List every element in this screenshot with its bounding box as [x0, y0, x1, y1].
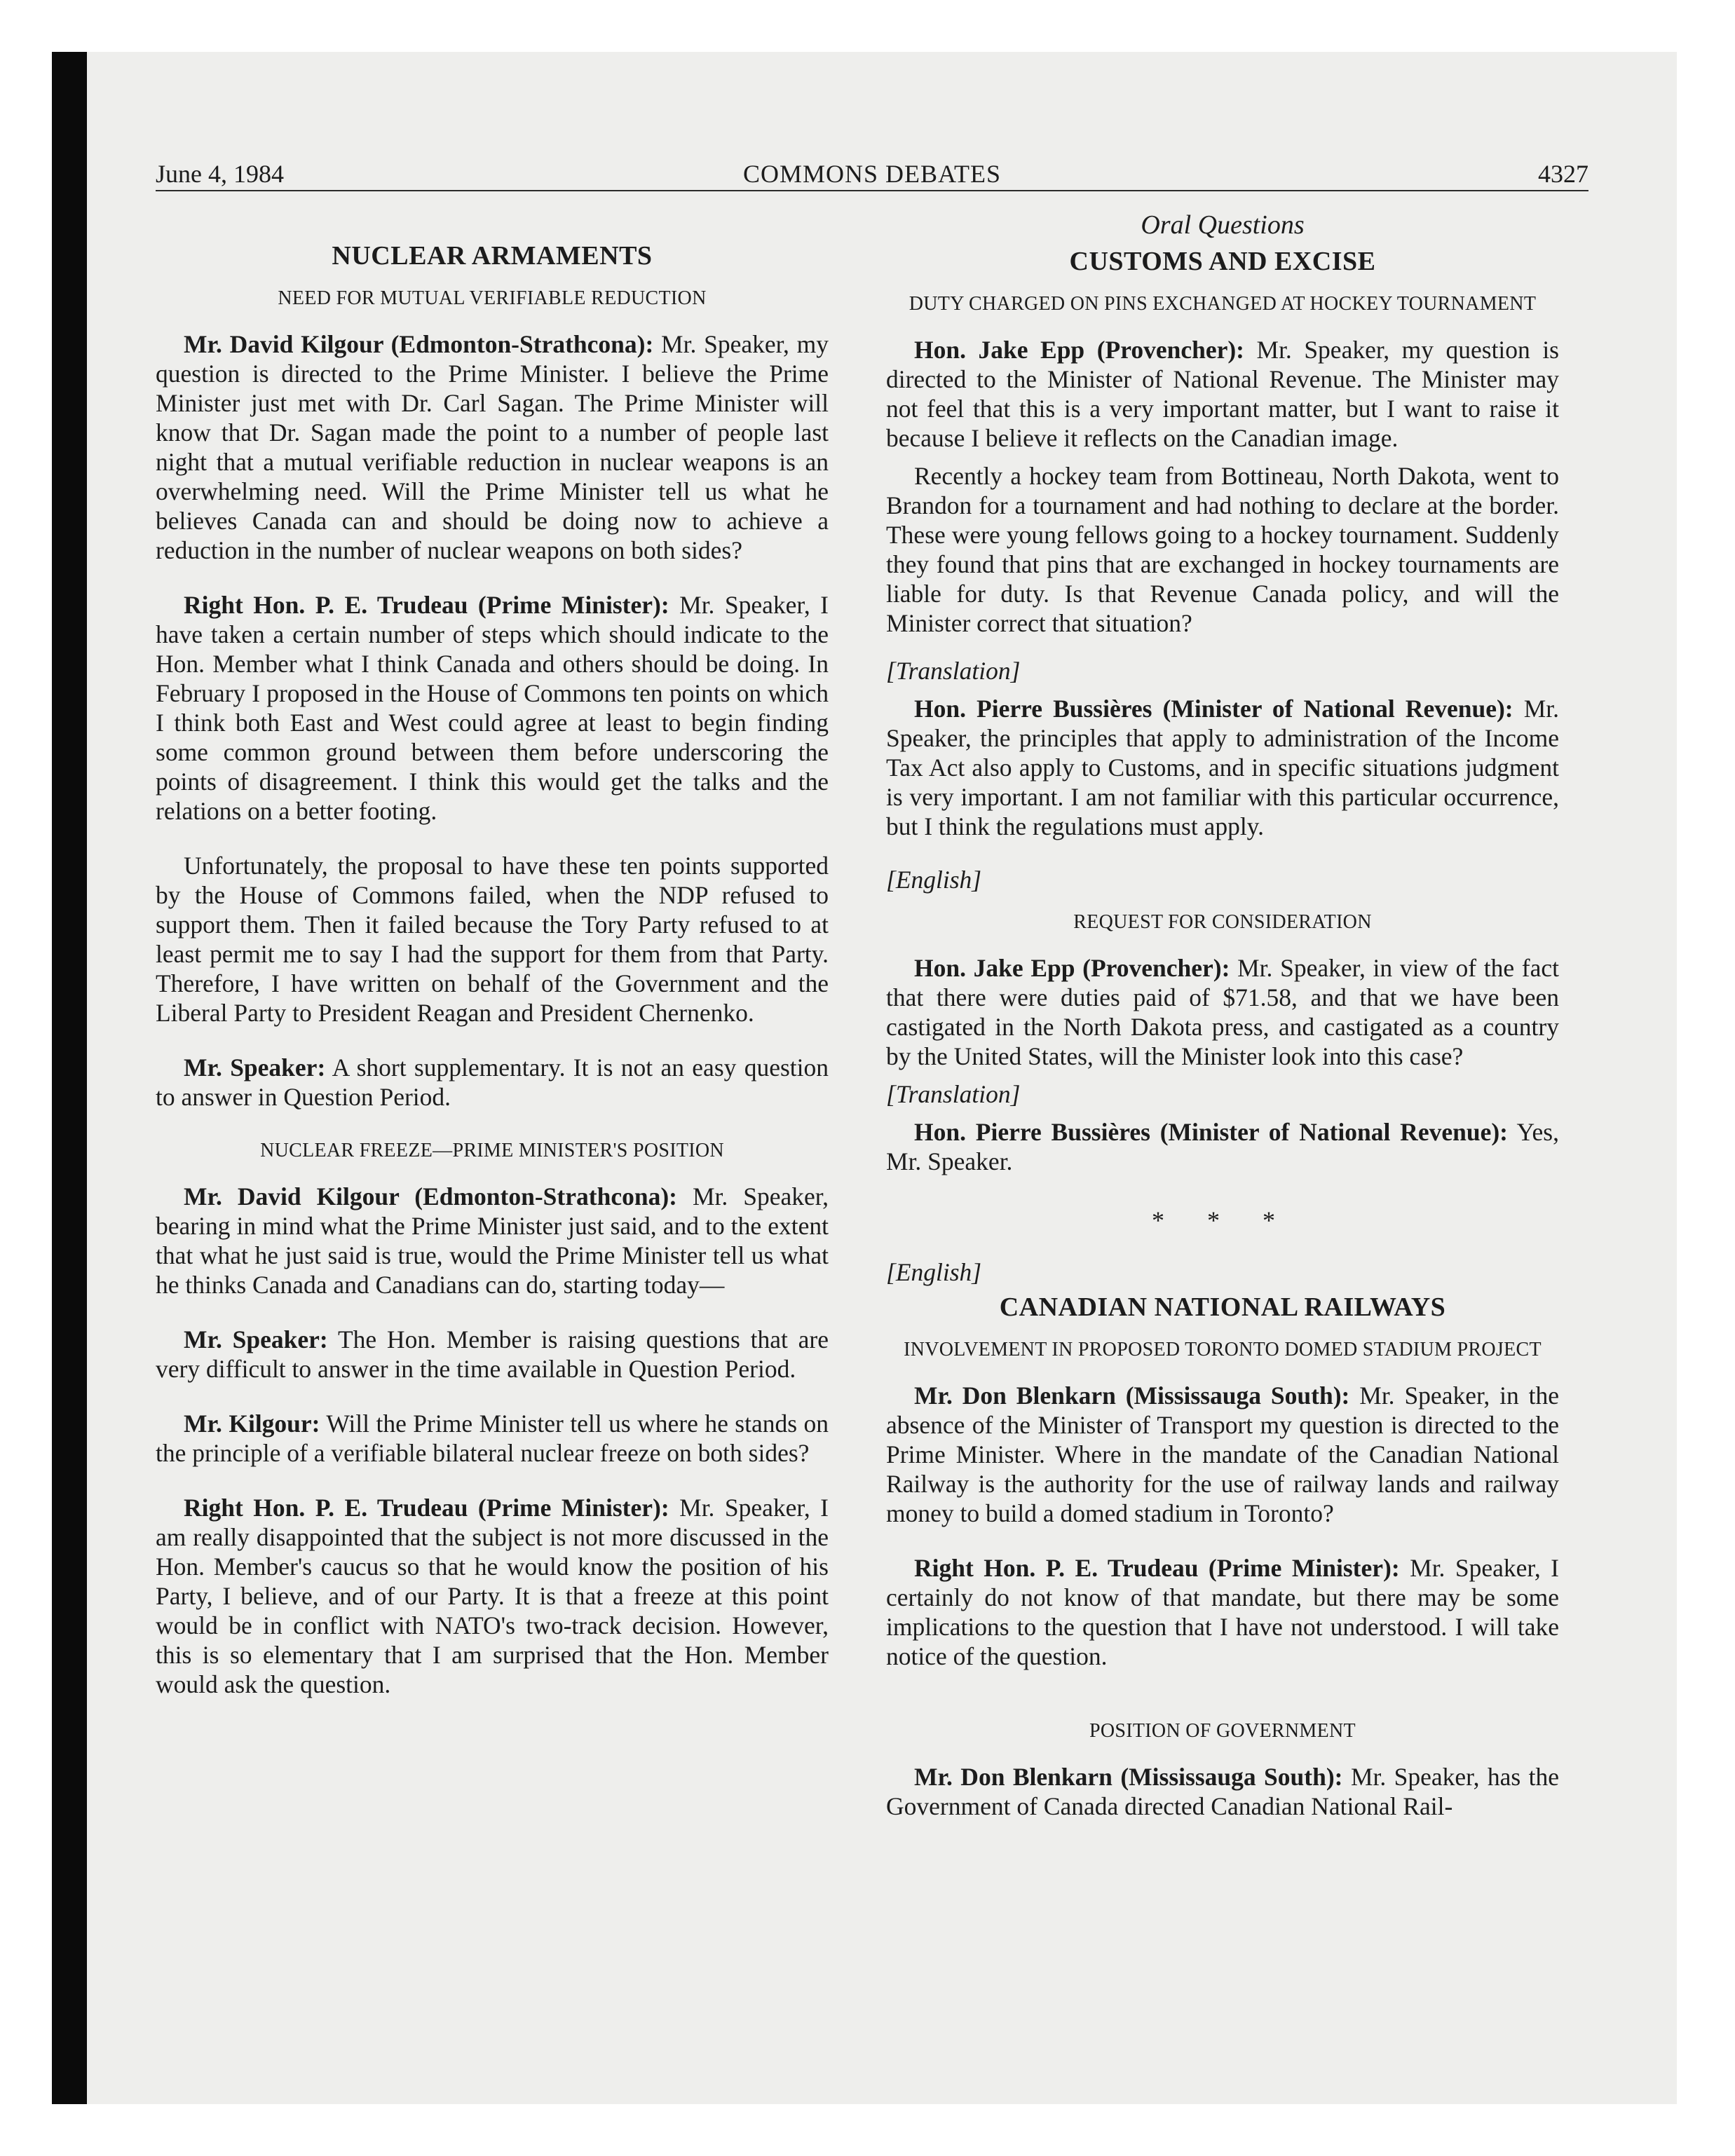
subheading-nuclear-freeze: NUCLEAR FREEZE—PRIME MINISTER'S POSITION [260, 1140, 724, 1161]
speech-paragraph [886, 335, 1559, 453]
speaker-name: Mr. Speaker: [184, 1053, 326, 1082]
speech-paragraph [156, 590, 829, 826]
speaker-name: Mr. David Kilgour (Edmonton-Strathcona): [184, 1182, 677, 1210]
section-title-customs-excise: CUSTOMS AND EXCISE [1069, 247, 1376, 276]
speaker-name: Mr. Kilgour: [184, 1410, 320, 1438]
speaker-name: Mr. David Kilgour (Edmonton-Strathcona): [184, 330, 654, 358]
speech-text: A short supplementary. It is not an easy question to answer in Question Period. [156, 1053, 829, 1111]
speech-text: Will the Prime Minister tell us where he stands on the principle of a verifiable bilateral nuclear freeze on both sides? [156, 1410, 829, 1467]
speech-paragraph [886, 694, 1559, 841]
speaker-name: Hon. Jake Epp (Provencher): [914, 954, 1230, 982]
speaker-name: Mr. Don Blenkarn (Mississauga South): [914, 1763, 1343, 1791]
speech-text: Recently a hockey team from Bottineau, North Dakota, went to Brandon for a tournament and had nothing to declare at the border. These were young fellows going to a hockey tournament. Suddenly they found that pins that are exchanged in hockey tournaments are liable for duty. Is that Revenue Canada policy, and will the Minister correct that situation? [886, 462, 1559, 637]
language-marker: [English] [886, 1258, 982, 1286]
speech-text: Mr. Speaker, I certainly do not know of that mandate, but there may be some implications to the question that I have not understood. I will take notice of the question. [886, 1554, 1559, 1670]
subheading-mutual-verifiable-reduction: NEED FOR MUTUAL VERIFIABLE REDUCTION [278, 287, 707, 309]
speech-text: Unfortunately, the proposal to have these ten points supported by the House of Commons failed, when the NDP refused to support them. Then it failed because the Tory Party refused to at least permit me to say I had the support for them from that Party. Therefore, I have written on behalf of the Government and the Liberal Party to President Reagan and President Chernenko. [156, 852, 829, 1027]
language-marker: [English] [886, 866, 982, 894]
subheading-domed-stadium: INVOLVEMENT IN PROPOSED TORONTO DOMED STADIUM PROJECT [904, 1339, 1542, 1360]
scan-edge-shadow [52, 52, 87, 2104]
speaker-name: Hon. Pierre Bussières (Minister of National Revenue): [914, 695, 1513, 723]
speech-paragraph [886, 1381, 1559, 1528]
speech-paragraph [886, 1762, 1559, 1821]
speech-text: Mr. Speaker, my question is directed to the Minister of National Revenue. The Minister may not feel that this is a very important matter, but I want to raise it because I believe it reflects on the Canadian image. [886, 336, 1559, 452]
speech-paragraph [156, 329, 829, 565]
speech-text: Mr. Speaker, in view of the fact that there were duties paid of $71.58, and that we have been castigated in the North Dakota press, and castigated as a country by the United States, will the Minister look into this case? [886, 954, 1559, 1070]
speaker-name: Hon. Pierre Bussières (Minister of National Revenue): [914, 1118, 1508, 1146]
speaker-name: Mr. Speaker: [184, 1325, 328, 1353]
section-separator: * * * [1152, 1206, 1293, 1234]
speaker-name: Right Hon. P. E. Trudeau (Prime Minister): [184, 1494, 669, 1522]
speech-text: Mr. Speaker, has the Government of Canada directed Canadian National Rail- [886, 1763, 1559, 1820]
page-date: June 4, 1984 [156, 160, 284, 188]
speech-paragraph [156, 851, 829, 1028]
speech-text: Mr. Speaker, in the absence of the Minister of Transport my question is directed to the Prime Minister. Where in the mandate of the Canadian National Railway is the authority for the use of railway lands and railway money to build a domed stadium in Toronto? [886, 1381, 1559, 1527]
speech-text: Mr. Speaker, I am really disappointed that the subject is not more discussed in the Hon. Member's caucus so that he would know the position of his Party, I believe, and of our Party. It is that a freeze at this point would be in conflict with NATO's two-track decision. However, this is so elementary that I am surprised that the Hon. Member would ask the question. [156, 1494, 829, 1698]
speech-paragraph [886, 1117, 1559, 1176]
speech-paragraph [156, 1325, 829, 1384]
speech-text: Mr. Speaker, my question is directed to the Prime Minister. I believe the Prime Minister just met with Dr. Carl Sagan. The Prime Minister will know that Dr. Sagan made the point to a number of people last night that a mutual verifiable reduction in nuclear weapons is an overwhelming need. Will the Prime Minister tell us what he believes Canada can and should be doing now to achieve a reduction in the number of nuclear weapons on both sides? [156, 330, 829, 564]
speech-text: Yes, Mr. Speaker. [886, 1118, 1559, 1175]
speech-text: The Hon. Member is raising questions that are very difficult to answer in the time available in Question Period. [156, 1325, 829, 1383]
publication-title: COMMONS DEBATES [742, 160, 1002, 188]
speech-paragraph [156, 1493, 829, 1699]
speech-paragraph [156, 1182, 829, 1299]
speech-text: Mr. Speaker, I have taken a certain number of steps which should indicate to the Hon. Member what I think Canada and others should be doing. In February I proposed in the House of Commons ten points on which I think both East and West could agree at least to begin finding some common ground between them before underscoring the points of disagreement. I think this would get the talks and the relations on a better footing. [156, 591, 829, 825]
subheading-duty-on-pins: DUTY CHARGED ON PINS EXCHANGED AT HOCKEY TOURNAMENT [909, 293, 1537, 315]
speech-paragraph [156, 1409, 829, 1468]
running-head [156, 156, 1588, 192]
speaker-name: Right Hon. P. E. Trudeau (Prime Minister): [914, 1554, 1400, 1582]
right-column [886, 209, 1559, 1821]
language-marker: [Translation] [886, 1080, 1021, 1108]
speaker-name: Mr. Don Blenkarn (Mississauga South): [914, 1381, 1350, 1410]
oral-questions-label: Oral Questions [1141, 210, 1305, 240]
subheading-position-of-government: POSITION OF GOVERNMENT [1089, 1720, 1356, 1742]
header-rule [156, 190, 1588, 191]
speech-paragraph [156, 1053, 829, 1112]
page-number: 4327 [1538, 160, 1588, 188]
speech-paragraph [886, 461, 1559, 638]
language-marker: [Translation] [886, 657, 1021, 685]
section-title-nuclear-armaments: NUCLEAR ARMAMENTS [332, 241, 653, 271]
speaker-name: Right Hon. P. E. Trudeau (Prime Minister): [184, 591, 669, 619]
subheading-request-for-consideration: REQUEST FOR CONSIDERATION [1073, 911, 1372, 933]
speech-text: Mr. Speaker, bearing in mind what the Prime Minister just said, and to the extent that what he just said is true, would the Prime Minister tell us what he thinks Canada and Canadians can do, starting today— [156, 1182, 829, 1299]
section-title-canadian-national-railways: CANADIAN NATIONAL RAILWAYS [999, 1292, 1446, 1322]
speech-paragraph [886, 1553, 1559, 1671]
left-column [156, 209, 829, 1699]
speech-paragraph [886, 953, 1559, 1071]
speaker-name: Hon. Jake Epp (Provencher): [914, 336, 1244, 364]
speech-text: Mr. Speaker, the principles that apply to administration of the Income Tax Act also apply to Customs, and in specific situations judgment is very important. I am not familiar with this particular occurrence, but I think the regulations must apply. [886, 695, 1560, 840]
